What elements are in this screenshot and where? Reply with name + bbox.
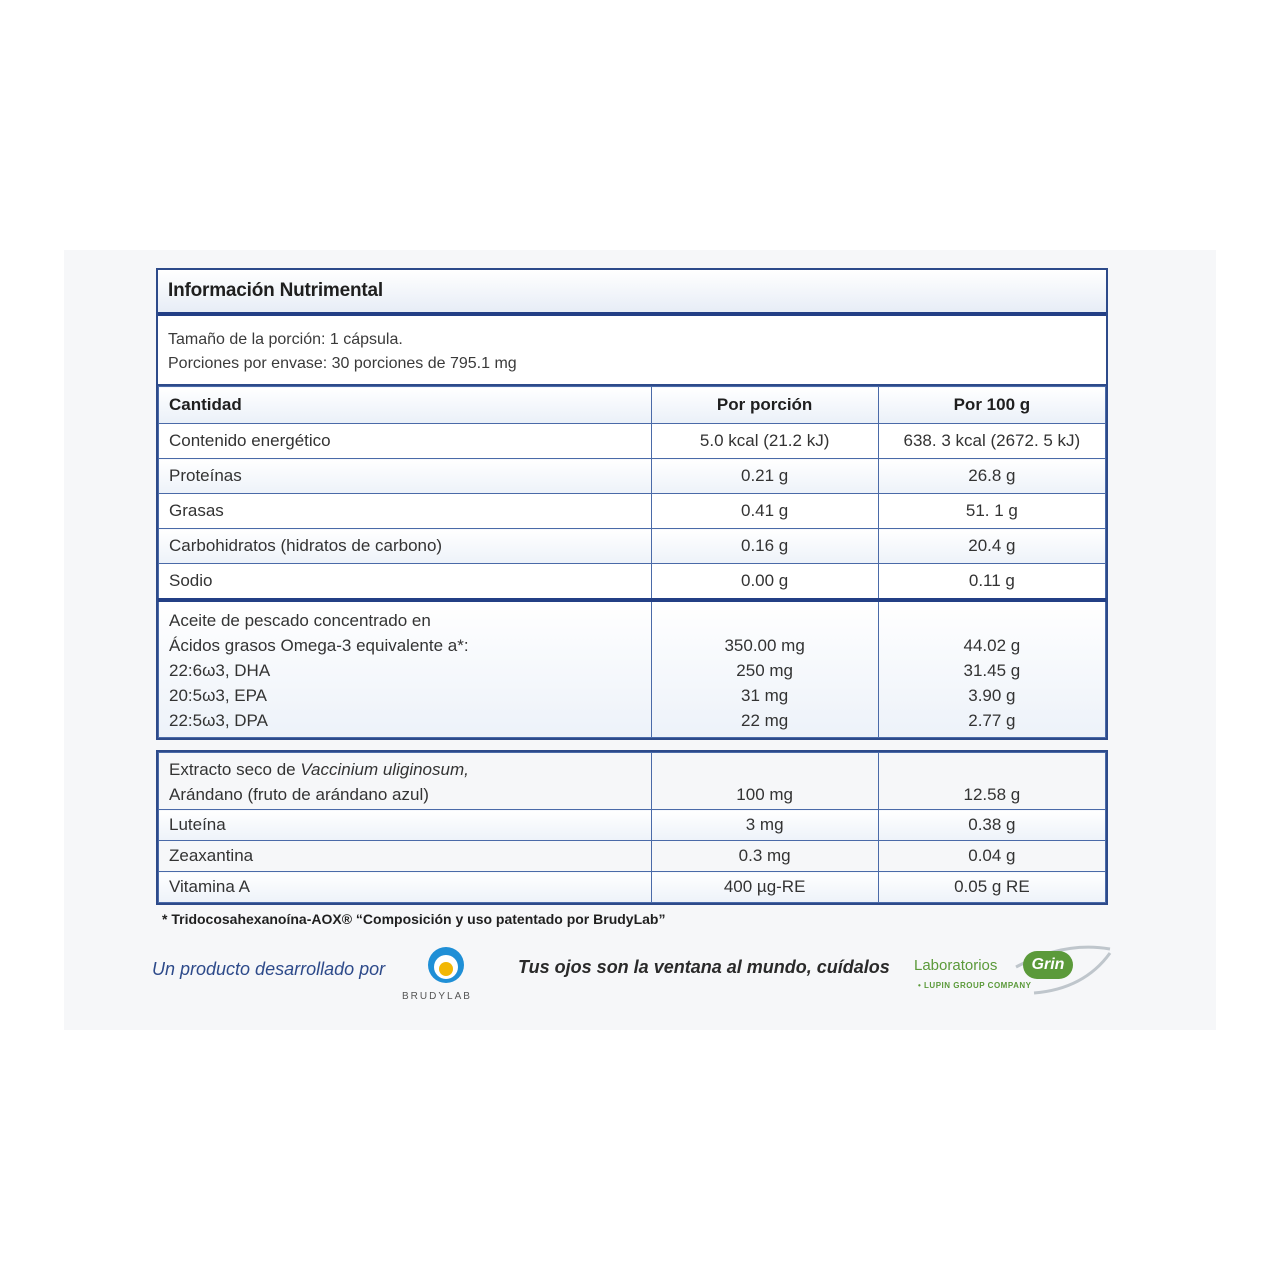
omega3-per-100g [878, 600, 1105, 738]
table-row [159, 841, 1106, 872]
portion-info [158, 316, 1106, 386]
omega3-value: 22 mg [741, 711, 789, 730]
row-label: Contenido energético [159, 424, 652, 459]
table-row [159, 529, 1106, 564]
row-label: Grasas [159, 494, 652, 529]
extract-label [159, 753, 652, 810]
omega3-value: 350.00 mg [724, 636, 805, 655]
omega3-value: 250 mg [736, 661, 793, 680]
table-row [159, 872, 1106, 903]
row-per-100g: 51. 1 g [878, 494, 1105, 529]
table-header-row [159, 387, 1106, 424]
omega3-row [159, 600, 1106, 738]
row-per-portion: 5.0 kcal (21.2 kJ) [651, 424, 878, 459]
brand-footer [150, 945, 1110, 1015]
brudylab-logo-icon [424, 945, 468, 985]
nutrition-table [158, 386, 1106, 738]
laboratorios-grin-logo [914, 949, 1104, 1005]
row-per-100g: 0.05 g RE [878, 872, 1105, 903]
row-label: Zeaxantina [159, 841, 652, 872]
row-per-100g: 20.4 g [878, 529, 1105, 564]
lab-name: Laboratorios [914, 957, 998, 974]
footnote: * Tridocosahexanoína-AOX® “Composición y uso patentado por BrudyLab” [162, 911, 666, 927]
omega3-label [159, 600, 652, 738]
row-label: Carbohidratos (hidratos de carbono) [159, 529, 652, 564]
row-per-portion: 0.00 g [651, 564, 878, 601]
extract-row [159, 753, 1106, 810]
portions-per-container: Porciones por envase: 30 porciones de 795.1 mg [168, 355, 517, 372]
omega3-line: Aceite de pescado concentrado en [169, 611, 431, 630]
lab-brand: Grin [1023, 951, 1073, 979]
extract-line-2: Arándano (fruto de arándano azul) [169, 785, 429, 804]
header-por-porcion: Por porción [651, 387, 878, 424]
developed-by-text: Un producto desarrollado por [152, 959, 386, 979]
page-title: Información Nutrimental [168, 280, 383, 301]
brudylab-wordmark: BRUDYLAB [402, 991, 472, 1002]
header-cantidad: Cantidad [159, 387, 652, 424]
portion-size: Tamaño de la porción: 1 cápsula. [168, 331, 403, 348]
row-per-portion: 0.41 g [651, 494, 878, 529]
table-row [159, 494, 1106, 529]
lab-subtitle: • LUPIN GROUP COMPANY [918, 981, 1032, 990]
table-row [159, 810, 1106, 841]
header-por-100g: Por 100 g [878, 387, 1105, 424]
row-per-100g: 26.8 g [878, 459, 1105, 494]
row-label: Luteína [159, 810, 652, 841]
row-per-100g: 0.04 g [878, 841, 1105, 872]
row-per-portion: 400 µg-RE [651, 872, 878, 903]
extracts-table [158, 752, 1106, 903]
row-per-portion: 3 mg [651, 810, 878, 841]
nutrition-header-box [156, 268, 1108, 740]
title-bar [158, 270, 1106, 316]
row-per-100g: 0.38 g [878, 810, 1105, 841]
row-label: Sodio [159, 564, 652, 601]
row-label: Proteínas [159, 459, 652, 494]
omega3-value: 2.77 g [968, 711, 1016, 730]
extract-per-portion: 100 mg [651, 753, 878, 810]
row-per-portion: 0.16 g [651, 529, 878, 564]
omega3-line: 20:5ω3, EPA [169, 686, 268, 705]
table-row [159, 564, 1106, 601]
omega3-value: 31.45 g [963, 661, 1021, 680]
omega3-per-portion [651, 600, 878, 738]
row-per-100g: 0.11 g [878, 564, 1105, 601]
extract-prefix: Extracto seco de [169, 760, 301, 779]
extracts-box [156, 750, 1108, 905]
extract-per-100g: 12.58 g [878, 753, 1105, 810]
row-per-portion: 0.3 mg [651, 841, 878, 872]
omega3-line: 22:6ω3, DHA [169, 661, 271, 680]
row-per-portion: 0.21 g [651, 459, 878, 494]
extract-species: Vaccinium uliginosum, [300, 760, 469, 779]
nutrition-facts-panel [156, 268, 1108, 927]
omega3-value: 31 mg [741, 686, 789, 705]
omega3-value: 44.02 g [963, 636, 1021, 655]
omega3-line: 22:5ω3, DPA [169, 711, 268, 730]
table-row [159, 424, 1106, 459]
row-per-100g: 638. 3 kcal (2672. 5 kJ) [878, 424, 1105, 459]
row-label: Vitamina A [159, 872, 652, 903]
omega3-value: 3.90 g [968, 686, 1016, 705]
slogan: Tus ojos son la ventana al mundo, cuídalos [518, 957, 890, 977]
table-row [159, 459, 1106, 494]
omega3-line: Ácidos grasos Omega-3 equivalente a*: [169, 636, 469, 655]
extract-line-1 [169, 757, 641, 782]
